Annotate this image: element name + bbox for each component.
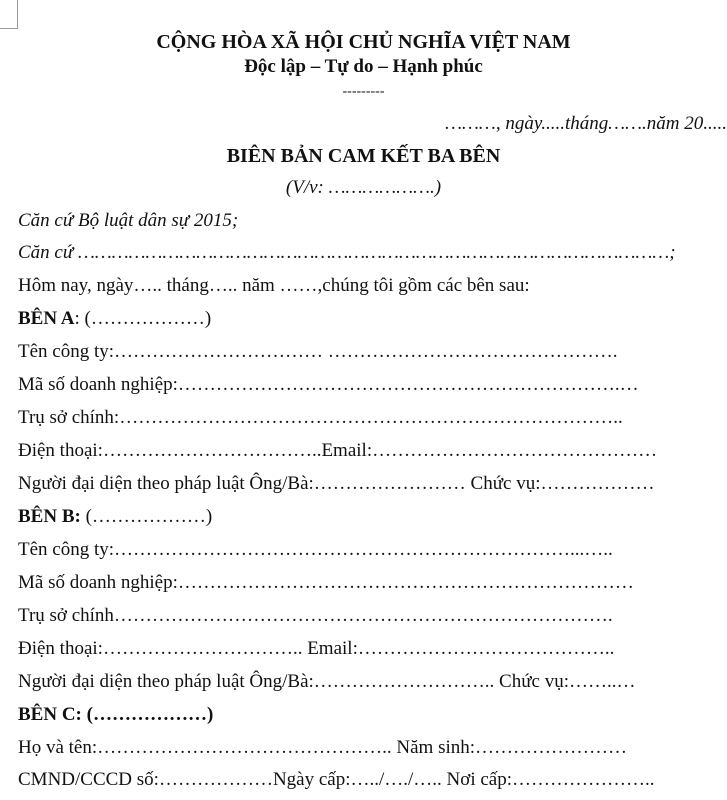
party-b-heading xyxy=(18,505,212,529)
party-b-tax-code: Mã số doanh nghiệp:……………………………………………………………… xyxy=(18,572,634,593)
party-c-id-card: CMND/CCCD số:………………Ngày cấp:…../…./….. Nơi cấp:………………….. xyxy=(18,769,655,790)
party-a-company: Tên công ty:…………………………… ………………………………………. xyxy=(18,341,618,362)
party-a-contact: Điện thoại:……………………………..Email:……………………………………… xyxy=(18,440,658,461)
party-a-label-rest: : (………………) xyxy=(74,308,212,329)
document-subject: (V/v: ……………….) xyxy=(285,177,442,198)
motto: Độc lập – Tự do – Hạnh phúc xyxy=(244,56,483,77)
party-a-tax-code: Mã số doanh nghiệp:…………………………………………………………….… xyxy=(18,374,639,395)
document-title: BIÊN BẢN CAM KẾT BA BÊN xyxy=(226,145,501,167)
party-c-heading: BÊN C: (………………) xyxy=(18,704,214,725)
party-a-representative: Người đại diện theo pháp luật Ông/Bà:…………………… Chức vụ:……………… xyxy=(18,473,655,494)
party-b-contact: Điện thoại:………………………….. Email:………………………………….. xyxy=(18,638,615,659)
party-a-address: Trụ sở chính:…………………………………………………………………….. xyxy=(18,407,623,428)
legal-basis-1: Căn cứ Bộ luật dân sự 2015; xyxy=(18,210,239,231)
party-b-label: BÊN B: xyxy=(18,506,81,527)
party-b-label-rest: (………………) xyxy=(80,506,213,527)
date-line: ………, ngày.....tháng…….năm 20..... xyxy=(445,113,727,134)
party-b-company: Tên công ty:………………………………………………………………...….. xyxy=(18,539,613,560)
separator: --------- xyxy=(342,84,385,99)
page-corner-marker xyxy=(0,0,18,29)
intro-text: Hôm nay, ngày….. tháng….. năm ……,chúng tôi gồm các bên sau: xyxy=(18,275,530,296)
party-c-name: Họ và tên:……………………………………….. Năm sinh:…………………… xyxy=(18,737,628,758)
party-b-representative: Người đại diện theo pháp luật Ông/Bà:……………………….. Chức vụ:……..… xyxy=(18,671,636,692)
nation-title: CỘNG HÒA XÃ HỘI CHỦ NGHĨA VIỆT NAM xyxy=(156,31,571,53)
party-a-heading xyxy=(18,307,211,331)
legal-basis-2: Căn cứ ……………………………………………………………………………………………; xyxy=(18,242,676,263)
party-b-address: Trụ sở chính……………………………………………………………………. xyxy=(18,605,613,626)
party-a-label: BÊN A xyxy=(18,308,75,329)
